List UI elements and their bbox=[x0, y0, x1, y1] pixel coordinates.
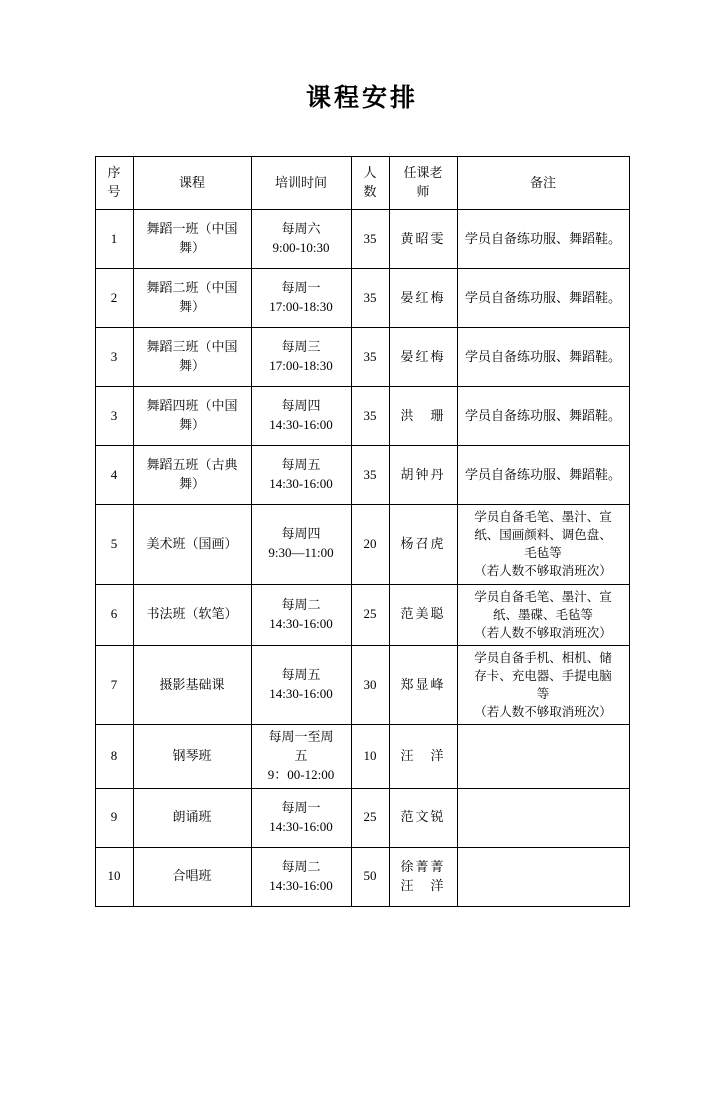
cell-count: 35 bbox=[351, 387, 389, 446]
cell-index: 5 bbox=[95, 505, 133, 585]
cell-teacher bbox=[389, 725, 457, 789]
remark-line: 存卡、充电器、手提电脑 bbox=[474, 669, 612, 683]
header-remark: 备注 bbox=[457, 157, 629, 210]
table-row bbox=[95, 210, 629, 269]
table-row bbox=[95, 725, 629, 789]
cell-teacher bbox=[389, 210, 457, 269]
teacher-line: 洪 珊 bbox=[400, 407, 446, 423]
table-row bbox=[95, 446, 629, 505]
cell-teacher bbox=[389, 446, 457, 505]
remark-line: 纸、墨碟、毛毡等 bbox=[492, 607, 593, 622]
cell-index: 4 bbox=[95, 446, 133, 505]
cell-course bbox=[133, 328, 251, 387]
table-row bbox=[95, 847, 629, 906]
cell-time bbox=[251, 725, 351, 789]
cell-teacher bbox=[389, 847, 457, 906]
remark-line: （若人数不够取消班次） bbox=[474, 705, 612, 720]
remark-line: 学员自备毛笔、墨汁、宣 bbox=[474, 589, 612, 604]
cell-remark bbox=[457, 210, 629, 269]
cell-time bbox=[251, 645, 351, 725]
cell-count: 35 bbox=[351, 328, 389, 387]
table-row bbox=[95, 269, 629, 328]
cell-time bbox=[251, 387, 351, 446]
cell-count: 35 bbox=[351, 210, 389, 269]
time-line: 每周五 bbox=[281, 667, 321, 683]
course-line: 舞蹈五班（古典 bbox=[146, 457, 238, 473]
cell-index: 3 bbox=[95, 328, 133, 387]
cell-count: 25 bbox=[351, 584, 389, 645]
course-line: 舞） bbox=[178, 417, 205, 432]
cell-remark bbox=[457, 847, 629, 906]
cell-index: 3 bbox=[95, 387, 133, 446]
time-line: 14:30-16:00 bbox=[269, 686, 333, 702]
cell-teacher bbox=[389, 645, 457, 725]
cell-teacher bbox=[389, 584, 457, 645]
table-row bbox=[95, 645, 629, 725]
time-line: 每周四 bbox=[281, 526, 321, 542]
time-line: 14:30-16:00 bbox=[269, 476, 333, 491]
course-line: 舞蹈二班（中国 bbox=[146, 280, 238, 296]
time-line: 每周四 bbox=[281, 398, 321, 414]
cell-course bbox=[133, 505, 251, 585]
teacher-line: 徐菁菁 bbox=[400, 859, 446, 875]
cell-count: 20 bbox=[351, 505, 389, 585]
time-line: 9:00-10:30 bbox=[272, 240, 330, 255]
course-line: 朗诵班 bbox=[172, 809, 212, 825]
header-time: 培训时间 bbox=[251, 157, 351, 210]
course-line: 美术班（国画） bbox=[146, 535, 238, 551]
course-schedule-table bbox=[95, 156, 630, 907]
cell-teacher bbox=[389, 788, 457, 847]
teacher-line: 范文锐 bbox=[400, 809, 446, 825]
cell-remark bbox=[457, 725, 629, 789]
remark-line: 纸、国画颜料、调色盘、 bbox=[474, 528, 612, 543]
time-line: 14:30-16:00 bbox=[269, 417, 333, 432]
cell-time bbox=[251, 328, 351, 387]
cell-course bbox=[133, 446, 251, 505]
cell-index: 2 bbox=[95, 269, 133, 328]
remark-line: 等 bbox=[536, 687, 550, 702]
header-index-line-1: 序 bbox=[107, 165, 121, 181]
cell-course bbox=[133, 725, 251, 789]
time-line: 每周二 bbox=[281, 859, 321, 875]
teacher-line: 胡钟丹 bbox=[400, 466, 446, 482]
course-line: 书法班（软笔） bbox=[146, 606, 238, 622]
header-count-line-1: 人 bbox=[363, 165, 377, 181]
teacher-line: 晏红梅 bbox=[400, 289, 446, 305]
teacher-line: 杨召虎 bbox=[400, 535, 446, 551]
time-line: 每周二 bbox=[281, 596, 321, 612]
time-line: 每周一 bbox=[281, 280, 321, 296]
cell-time bbox=[251, 584, 351, 645]
header-course: 课程 bbox=[133, 157, 251, 210]
course-line: 舞） bbox=[178, 240, 205, 255]
cell-remark bbox=[457, 788, 629, 847]
header-teacher bbox=[389, 157, 457, 210]
cell-index: 9 bbox=[95, 788, 133, 847]
cell-count: 35 bbox=[351, 269, 389, 328]
cell-remark bbox=[457, 645, 629, 725]
course-line: 舞） bbox=[178, 299, 205, 314]
cell-course bbox=[133, 387, 251, 446]
cell-count: 50 bbox=[351, 847, 389, 906]
time-line: 14:30-16:00 bbox=[269, 615, 333, 631]
cell-time bbox=[251, 847, 351, 906]
cell-count: 25 bbox=[351, 788, 389, 847]
header-count bbox=[351, 157, 389, 210]
cell-remark bbox=[457, 269, 629, 328]
remark-line: 学员自备练功服、舞蹈鞋。 bbox=[464, 407, 621, 423]
header-teacher-line-2: 师 bbox=[416, 184, 430, 199]
cell-teacher bbox=[389, 269, 457, 328]
remark-line: 学员自备练功服、舞蹈鞋。 bbox=[464, 348, 621, 364]
cell-count: 35 bbox=[351, 446, 389, 505]
cell-index: 1 bbox=[95, 210, 133, 269]
cell-remark bbox=[457, 328, 629, 387]
course-line: 舞蹈四班（中国 bbox=[146, 398, 238, 414]
cell-course bbox=[133, 645, 251, 725]
cell-remark bbox=[457, 446, 629, 505]
course-line: 舞蹈三班（中国 bbox=[146, 339, 238, 355]
time-line: 每周五 bbox=[281, 457, 321, 473]
table-body bbox=[95, 210, 629, 907]
course-line: 舞蹈一班（中国 bbox=[146, 221, 238, 237]
cell-index: 7 bbox=[95, 645, 133, 725]
cell-teacher bbox=[389, 387, 457, 446]
cell-time bbox=[251, 505, 351, 585]
teacher-line: 汪 洋 bbox=[400, 877, 446, 893]
cell-count: 10 bbox=[351, 725, 389, 789]
page-title: 课程安排 bbox=[305, 85, 418, 112]
header-count-line-2: 数 bbox=[363, 184, 377, 199]
teacher-line: 郑显峰 bbox=[400, 676, 446, 692]
cell-time bbox=[251, 210, 351, 269]
course-line: 摄影基础课 bbox=[159, 676, 225, 692]
remark-line: 学员自备练功服、舞蹈鞋。 bbox=[464, 466, 621, 482]
course-line: 舞） bbox=[178, 476, 205, 491]
teacher-line: 晏红梅 bbox=[400, 348, 446, 364]
cell-count: 30 bbox=[351, 645, 389, 725]
time-line: 17:00-18:30 bbox=[269, 299, 333, 314]
cell-teacher bbox=[389, 328, 457, 387]
header-index-line-2: 号 bbox=[107, 184, 121, 199]
cell-index: 8 bbox=[95, 725, 133, 789]
remark-line: （若人数不够取消班次） bbox=[474, 564, 612, 579]
table-row bbox=[95, 584, 629, 645]
schedule-table-container bbox=[0, 156, 724, 907]
document-page bbox=[0, 78, 724, 1102]
cell-time bbox=[251, 788, 351, 847]
table-row bbox=[95, 788, 629, 847]
remark-line: 学员自备练功服、舞蹈鞋。 bbox=[464, 230, 621, 246]
time-line: 五 bbox=[294, 748, 308, 764]
remark-line: 学员自备手机、相机、储 bbox=[474, 650, 612, 665]
time-line: 17:00-18:30 bbox=[269, 358, 333, 373]
header-teacher-line-1: 任课老 bbox=[403, 165, 443, 181]
cell-course bbox=[133, 584, 251, 645]
remark-line: 学员自备练功服、舞蹈鞋。 bbox=[464, 289, 621, 305]
cell-remark bbox=[457, 584, 629, 645]
remark-line: （若人数不够取消班次） bbox=[474, 625, 612, 640]
time-line: 9：00-12:00 bbox=[267, 767, 335, 783]
cell-course bbox=[133, 847, 251, 906]
teacher-line: 黄昭雯 bbox=[400, 230, 446, 246]
time-line: 9:30—11:00 bbox=[268, 545, 334, 561]
cell-remark bbox=[457, 387, 629, 446]
cell-remark bbox=[457, 505, 629, 585]
remark-line: 学员自备毛笔、墨汁、宣 bbox=[474, 510, 612, 524]
table-header-row bbox=[95, 157, 629, 210]
course-line: 舞） bbox=[178, 358, 205, 373]
time-line: 14:30-16:00 bbox=[269, 818, 333, 834]
time-line: 每周一 bbox=[281, 800, 321, 816]
table-row bbox=[95, 387, 629, 446]
cell-index: 10 bbox=[95, 847, 133, 906]
time-line: 每周三 bbox=[281, 339, 321, 355]
cell-course bbox=[133, 269, 251, 328]
cell-time bbox=[251, 446, 351, 505]
course-line: 合唱班 bbox=[172, 868, 212, 884]
cell-time bbox=[251, 269, 351, 328]
teacher-line: 汪 洋 bbox=[400, 748, 446, 764]
header-index bbox=[95, 157, 133, 210]
time-line: 14:30-16:00 bbox=[269, 877, 333, 893]
cell-course bbox=[133, 788, 251, 847]
table-row bbox=[95, 505, 629, 585]
teacher-line: 范美聪 bbox=[400, 606, 446, 622]
table-row bbox=[95, 328, 629, 387]
cell-teacher bbox=[389, 505, 457, 585]
cell-course bbox=[133, 210, 251, 269]
time-line: 每周一至周 bbox=[268, 729, 334, 745]
table-header bbox=[95, 157, 629, 210]
cell-index: 6 bbox=[95, 584, 133, 645]
course-line: 钢琴班 bbox=[172, 748, 212, 764]
remark-line: 毛毡等 bbox=[524, 546, 562, 561]
time-line: 每周六 bbox=[281, 221, 321, 237]
